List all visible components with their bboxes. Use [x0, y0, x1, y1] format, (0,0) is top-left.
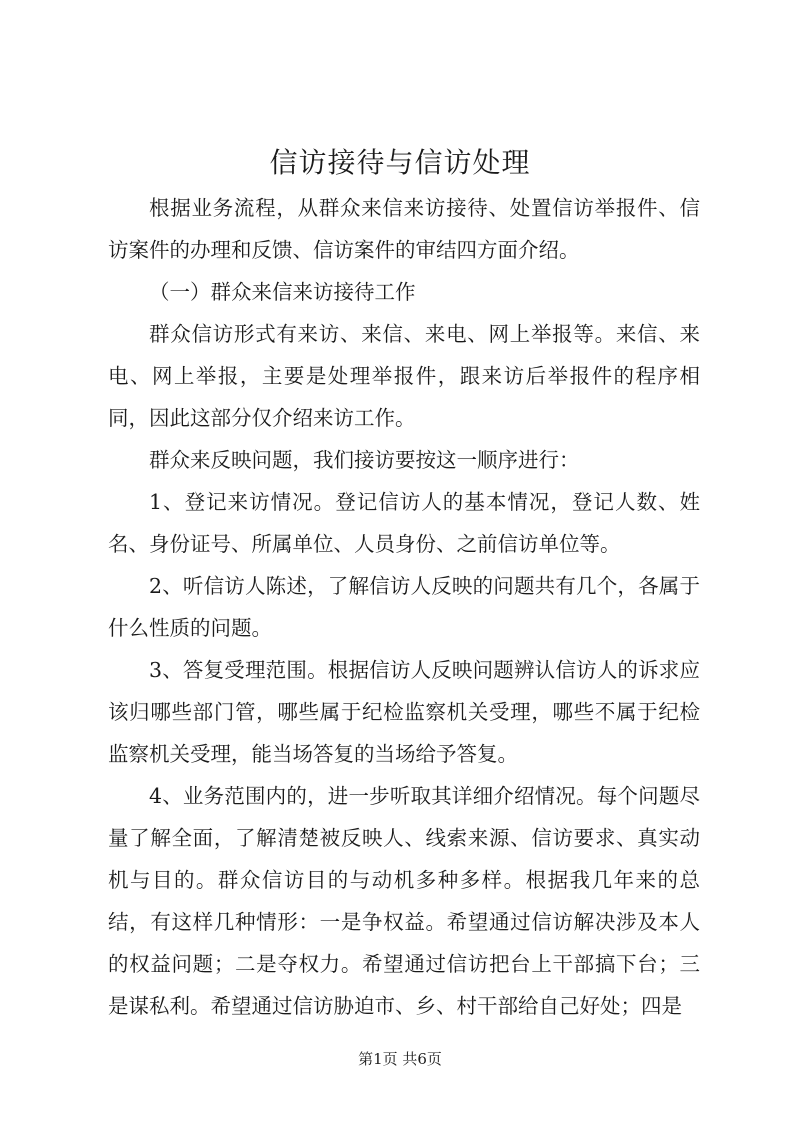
paragraph-step-1: 1、登记来访情况。登记信访人的基本情况，登记人数、姓名、身份证号、所属单位、人员身份、之前信访单位等。	[108, 490, 700, 556]
paragraph-petition-forms: 群众信访形式有来访、来信、来电、网上举报等。来信、来电、网上举报，主要是处理举报件，跟来访后举报件的程序相同，因此这部分仅介绍来访工作。	[108, 322, 700, 430]
document-title: 信访接待与信访处理	[269, 146, 531, 179]
paragraph-intro: 根据业务流程，从群众来信来访接待、处置信访举报件、信访案件的办理和反馈、信访案件的审结四方面介绍。	[108, 196, 700, 262]
paragraph-step-4: 4、业务范围内的，进一步听取其详细介绍情况。每个问题尽量了解全面，了解清楚被反映人、线索来源、信访要求、真实动机与目的。群众信访目的与动机多种多样。根据我几年来的总结，有这样几种情形：一是争权益。希望通过信访解决涉及本人的权益问题；二是夺权力。希望通过信访把台上干部搞下台；三是谋私利。希望通过信访胁迫市、乡、村干部给自己好处；四是	[108, 784, 700, 1018]
paragraph-reception-order: 群众来反映问题，我们接访要按这一顺序进行：	[149, 448, 580, 472]
paragraph-step-2: 2、听信访人陈述，了解信访人反映的问题共有几个，各属于什么性质的问题。	[108, 574, 700, 640]
section-heading-reception: （一）群众来信来访接待工作	[149, 280, 416, 304]
page-footer: 第1页 共6页	[358, 1050, 442, 1068]
document-body	[108, 187, 700, 1027]
paragraph-step-3: 3、答复受理范围。根据信访人反映问题辨认信访人的诉求应该归哪些部门管，哪些属于纪检监察机关受理，哪些不属于纪检监察机关受理，能当场答复的当场给予答复。	[108, 658, 700, 766]
